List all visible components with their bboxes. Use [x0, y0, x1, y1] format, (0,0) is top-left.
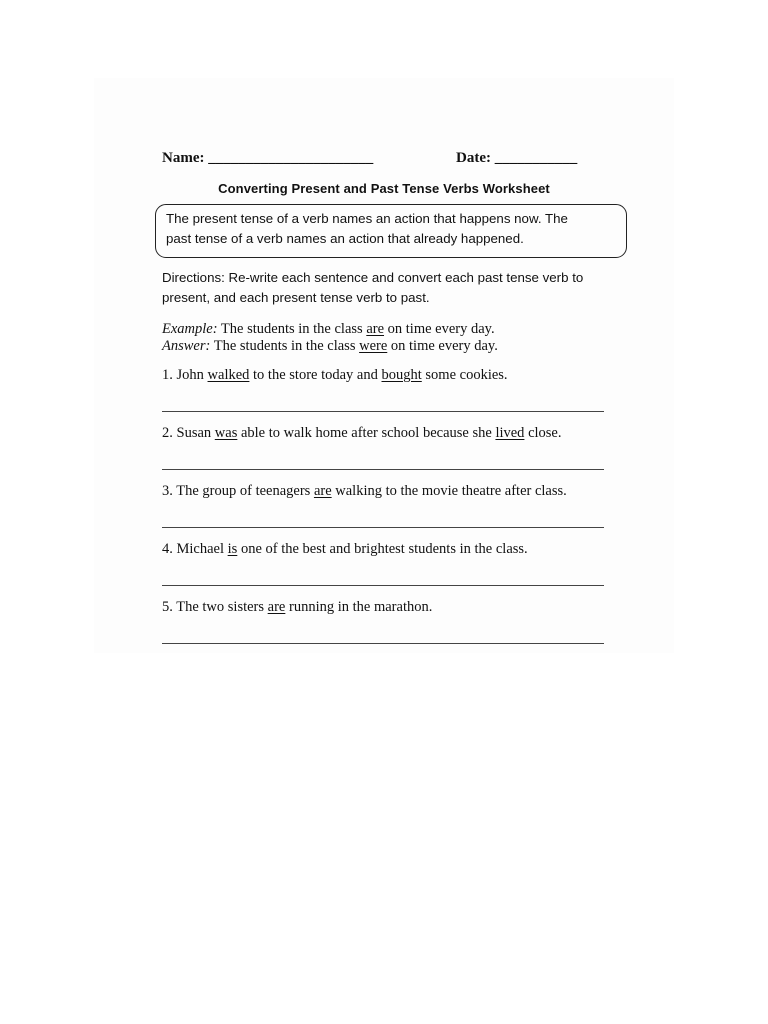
answer-line-4[interactable] [162, 585, 604, 586]
underlined-verb: lived [495, 425, 525, 441]
answer-sentence [162, 338, 498, 355]
question-text: close. [524, 425, 562, 441]
answer-verb: were [359, 338, 388, 354]
answer-line-1[interactable] [162, 411, 604, 412]
underlined-verb: bought [381, 367, 422, 383]
worksheet-title: Converting Present and Past Tense Verbs Worksheet [218, 181, 550, 196]
answer-line-5[interactable] [162, 643, 604, 644]
directions-line-1: Directions: Re-write each sentence and convert each past tense verb to [162, 270, 584, 285]
underlined-verb: walked [207, 367, 250, 383]
question-text: some cookies. [421, 367, 508, 383]
question-1 [162, 367, 508, 384]
question-text: 3. The group of teenagers [162, 483, 314, 499]
question-text: 2. Susan [162, 425, 215, 441]
question-text: to the store today and [249, 367, 382, 383]
name-blank: ______________________ [208, 150, 374, 166]
name-field [162, 150, 373, 167]
answer-text-post: on time every day. [387, 338, 498, 354]
example-text-post: on time every day. [384, 321, 495, 337]
question-text: 5. The two sisters [162, 599, 268, 615]
underlined-verb: are [267, 599, 286, 615]
underlined-verb: is [227, 541, 238, 557]
answer-line-3[interactable] [162, 527, 604, 528]
answer-line-2[interactable] [162, 469, 604, 470]
example-label: Example: [162, 321, 218, 337]
question-text: running in the marathon. [285, 599, 433, 615]
date-blank: ___________ [494, 150, 578, 166]
question-text: 1. John [162, 367, 208, 383]
answer-text-pre: The students in the class [210, 338, 360, 354]
example-text-pre: The students in the class [217, 321, 367, 337]
date-field [456, 150, 577, 167]
example-verb: are [366, 321, 385, 337]
question-text: able to walk home after school because she [237, 425, 496, 441]
definition-line-1: The present tense of a verb names an action that happens now. The [166, 211, 568, 226]
example-sentence [162, 321, 498, 338]
question-text: walking to the movie theatre after class. [331, 483, 567, 499]
question-4 [162, 541, 528, 558]
question-5 [162, 599, 432, 616]
definition-box [155, 204, 627, 258]
answer-label: Answer: [162, 338, 211, 354]
underlined-verb: are [313, 483, 332, 499]
definition-line-2: past tense of a verb names an action that already happened. [166, 231, 524, 246]
underlined-verb: was [214, 425, 238, 441]
question-2 [162, 425, 561, 442]
question-3 [162, 483, 567, 500]
name-label: Name: [162, 150, 205, 166]
question-text: 4. Michael [162, 541, 228, 557]
question-text: one of the best and brightest students in the class. [237, 541, 528, 557]
directions-line-2: present, and each present tense verb to past. [162, 290, 430, 305]
date-label: Date: [456, 150, 491, 166]
directions [162, 268, 622, 308]
example-block [162, 321, 498, 355]
